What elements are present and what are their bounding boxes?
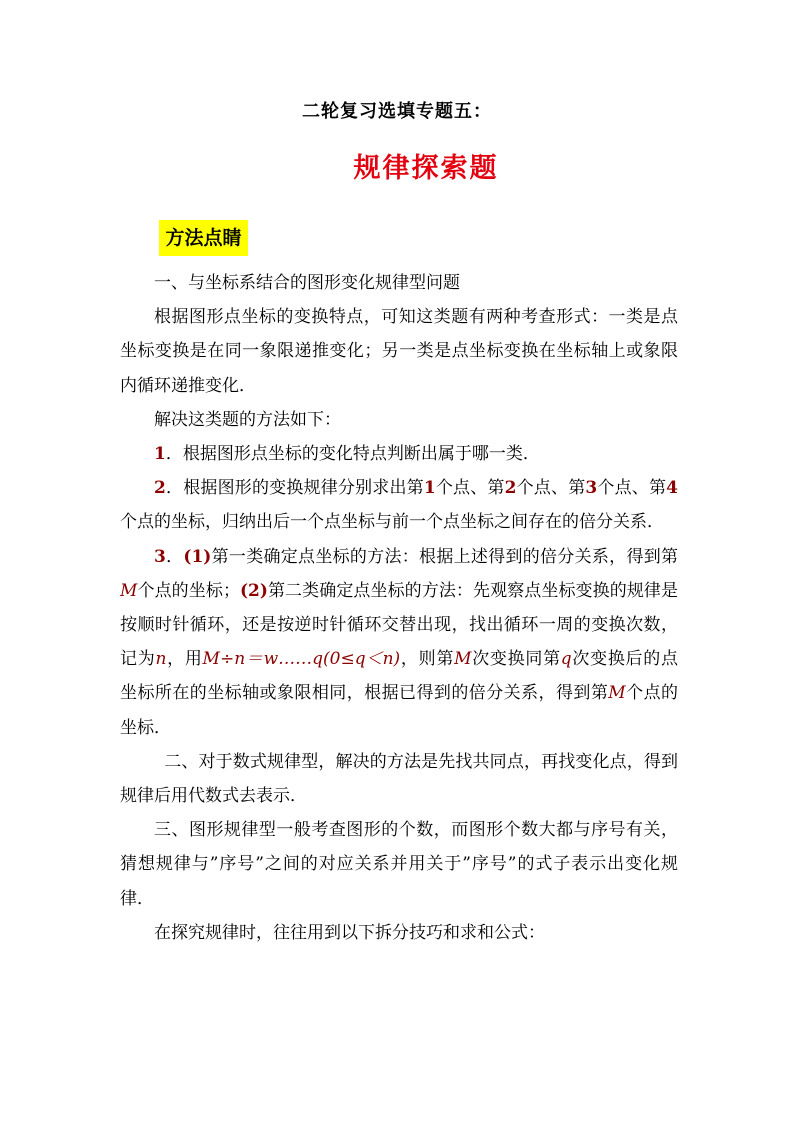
step-number: 1 xyxy=(154,444,166,465)
paragraph-5: 2．根据图形的变换规律分别求出第1个点、第2个点、第3个点、第4个点的坐标，归纳出后一个点坐标与前一个点坐标之间存在的倍分关系． xyxy=(120,478,679,533)
document-subtitle: 规律探索题 xyxy=(353,153,499,184)
paragraph-7: 二、对于数式规律型，解决的方法是先找共同点，再找变化点，得到规律后用代数式去表示． xyxy=(120,751,678,807)
paragraph-1: 一、与坐标系结合的图形变化规律型问题 xyxy=(154,273,460,293)
step-number: 2 xyxy=(154,478,166,499)
formula: M÷n＝w……q(0≤q＜n) xyxy=(202,649,401,670)
section-badge: 方法点睛 xyxy=(159,220,248,256)
step-number: 3 xyxy=(154,546,166,567)
paragraph-6: 3．(1)第一类确定点坐标的方法：根据上述得到的倍分关系，得到第M个点的坐标；(2)第二类确定点坐标的方法：先观察点坐标变换的规律是按顺时针循环，还是按逆时针循环交替出现，找出循环一周的变换次数，记为n，用M÷n＝w……q(0≤q＜n)，则第M次变换同第q次变换后的点坐标所在的坐标轴或象限相同，根据已得到的倍分关系，得到第M个点的坐标． xyxy=(120,546,679,738)
paragraph-4: 1．根据图形点坐标的变化特点判断出属于哪一类． xyxy=(154,444,540,465)
paragraph-2: 根据图形点坐标的变换特点，可知这类题有两种考查形式：一类是点坐标变换是在同一象限递推变化；另一类是点坐标变换在坐标轴上或象限内循环递推变化． xyxy=(120,307,678,396)
document-title: 二轮复习选填专题五： xyxy=(302,101,492,122)
paragraph-9: 在探究规律时，往往用到以下拆分技巧和求和公式： xyxy=(154,922,545,943)
paragraph-3: 解决这类题的方法如下： xyxy=(154,409,341,430)
paragraph-8: 三、图形规律型一般考查图形的个数，而图形个数大都与序号有关，猜想规律与”序号”之间的对应关系并用关于”序号”的式子表示出变化规律． xyxy=(120,820,678,909)
body-text xyxy=(120,266,678,950)
